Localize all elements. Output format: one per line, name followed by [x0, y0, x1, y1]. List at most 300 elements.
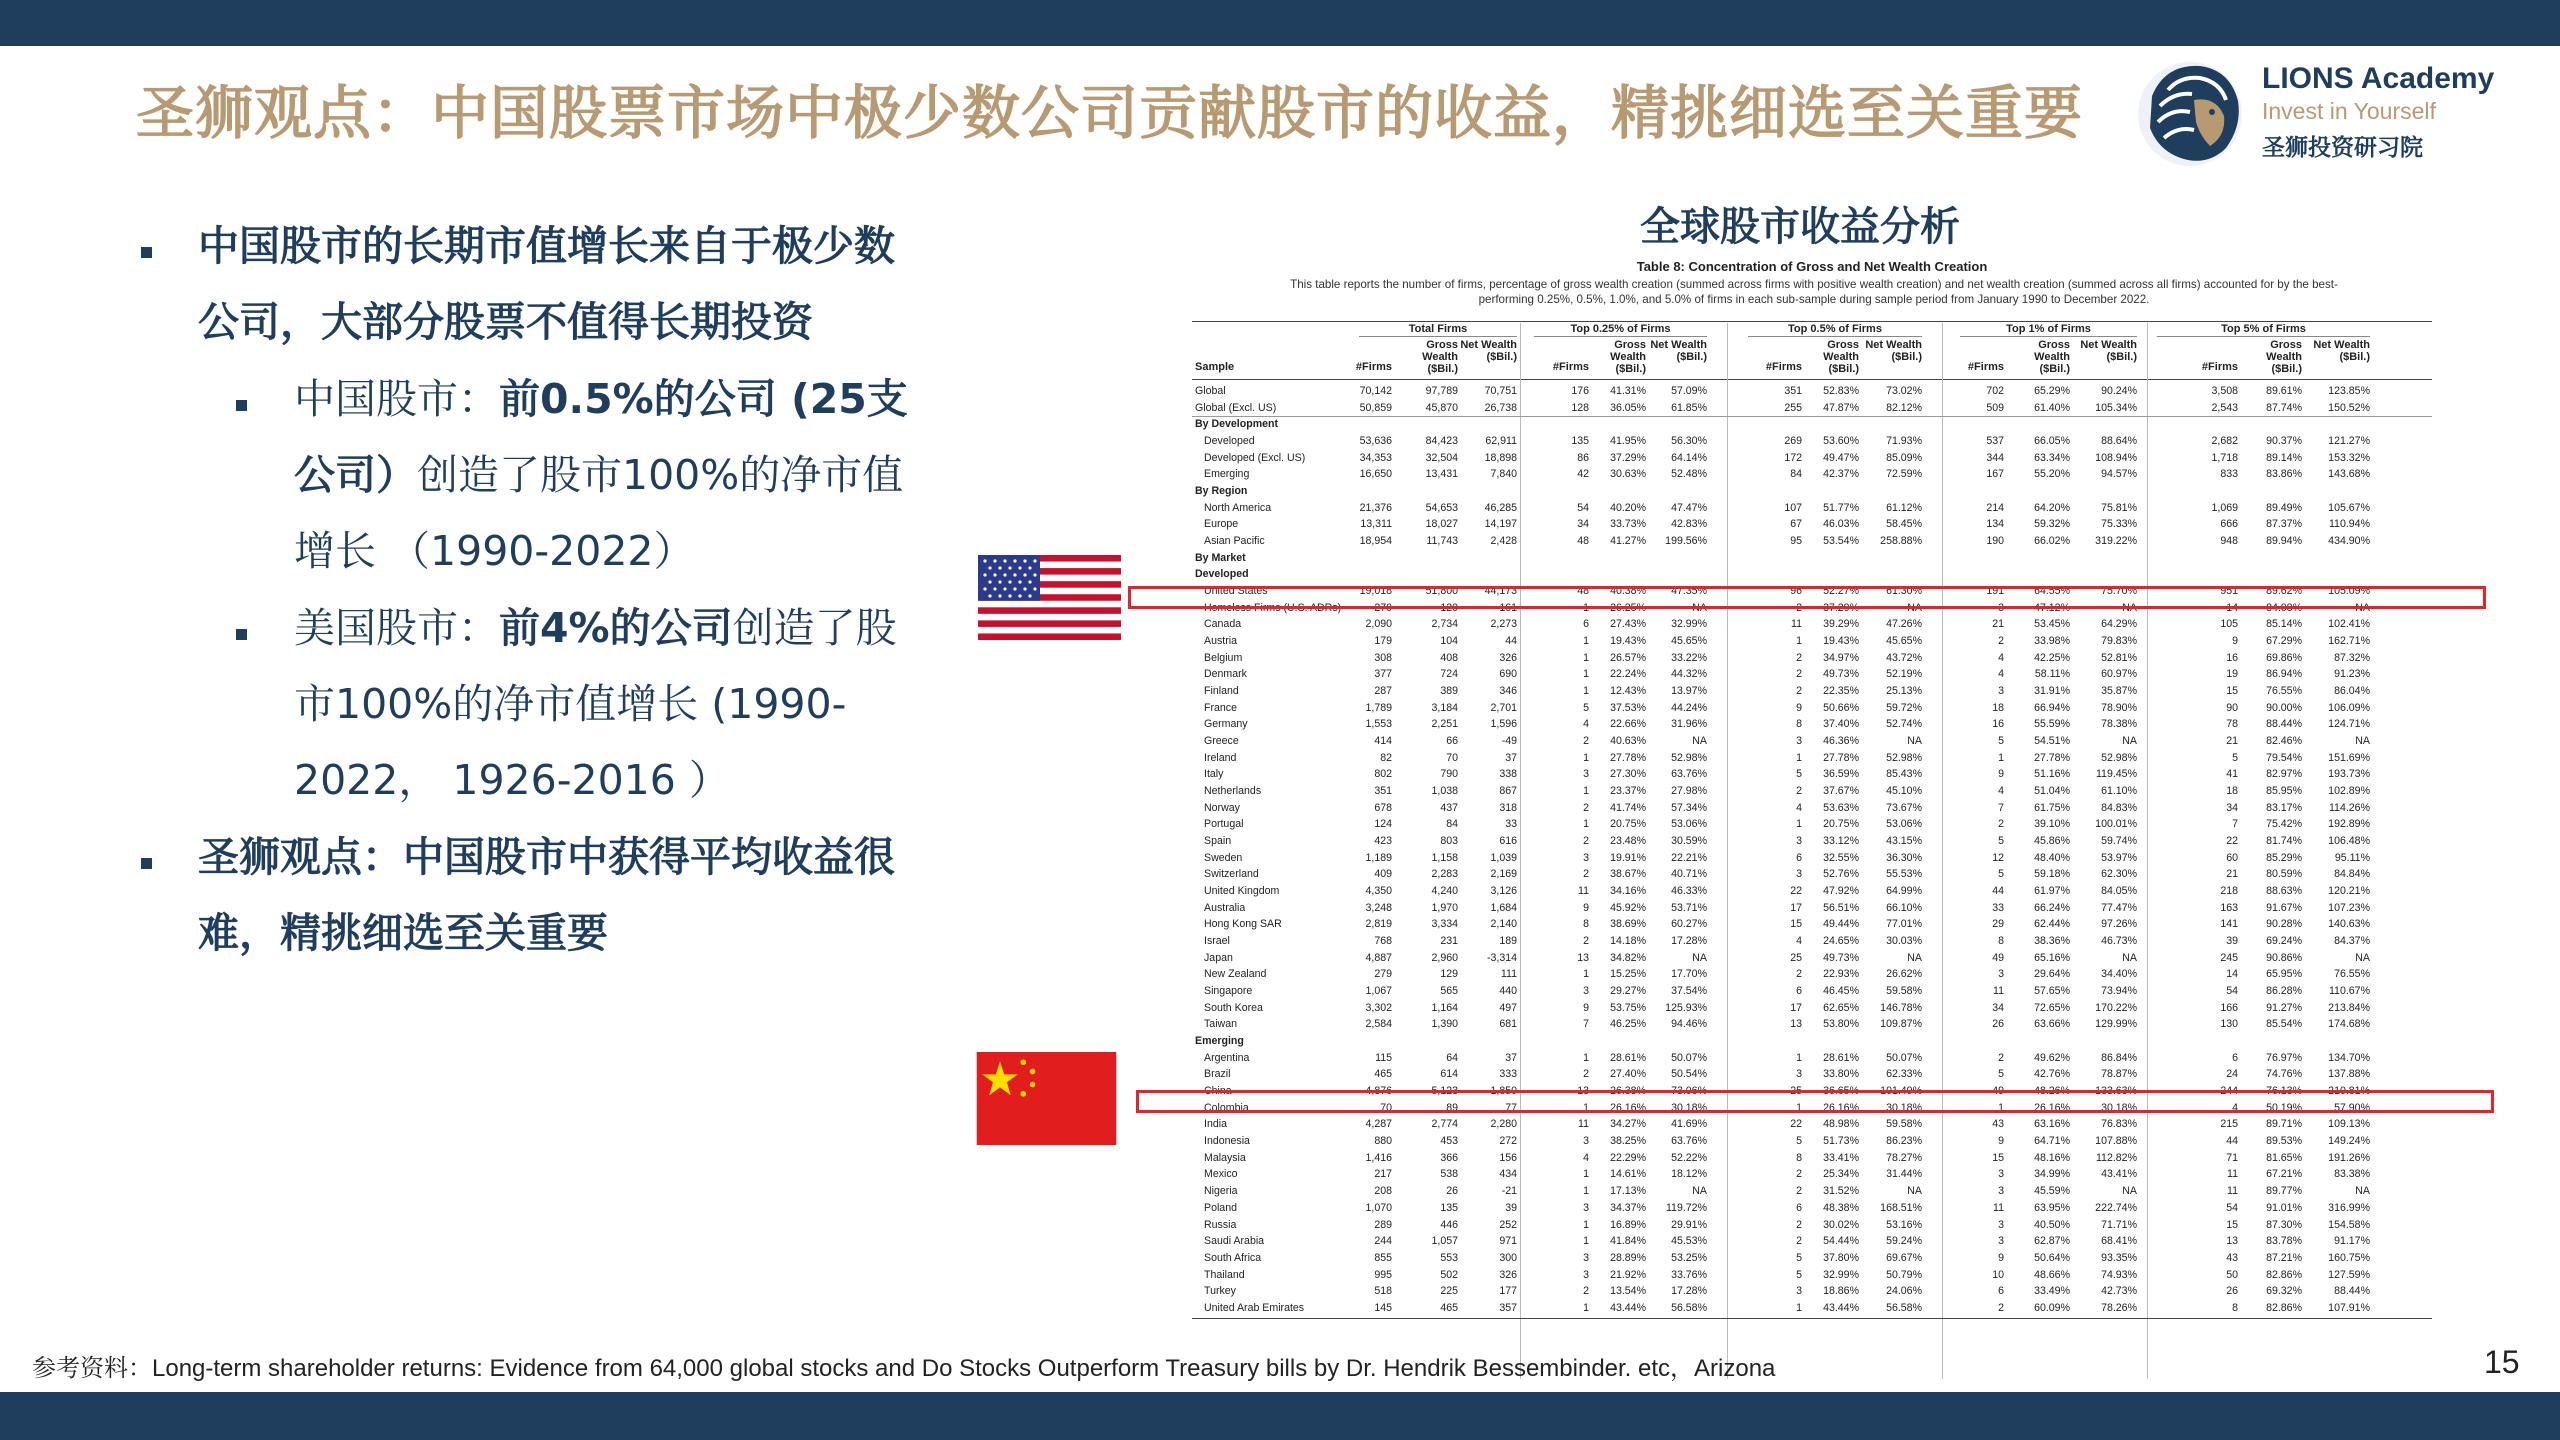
table-cell: 84.08%	[2266, 601, 2302, 614]
table-cell: 537	[1986, 435, 2004, 447]
table-cell: 1	[1583, 1301, 1589, 1314]
table-cell: 140.63%	[2328, 918, 2370, 931]
table-cell: 50,859	[1359, 401, 1392, 414]
table-cell: 160.75%	[2328, 1251, 2370, 1264]
table-cell: 51,800	[1425, 585, 1458, 598]
table-row	[1192, 383, 2432, 400]
table-cell: 60.97%	[2101, 668, 2137, 681]
table-row-label: Sweden	[1204, 851, 1243, 864]
table-cell: 48.26%	[2034, 1085, 2070, 1098]
table-cell: 37.80%	[1823, 1251, 1859, 1264]
table-cell: 244	[1374, 1235, 1392, 1248]
table-row	[1192, 1066, 2432, 1083]
table-cell: 120.21%	[2328, 885, 2370, 898]
table-cell: 85.14%	[2266, 618, 2302, 631]
table-cell: 112.82%	[2095, 1151, 2137, 1164]
table-row	[1192, 1267, 2432, 1284]
table-cell: 87.21%	[2266, 1251, 2302, 1264]
table-cell: 5	[1998, 735, 2004, 748]
table-cell: 616	[1499, 835, 1517, 848]
table-cell: 53.16%	[1886, 1218, 1922, 1231]
table-cell: 53.25%	[1671, 1251, 1707, 1264]
table-cell: 30.02%	[1823, 1218, 1859, 1231]
table-cell: 31.44%	[1886, 1168, 1922, 1181]
table-row-label: Turkey	[1204, 1285, 1236, 1298]
table-cell: 91.01%	[2266, 1201, 2302, 1214]
table-cell: 30.18%	[1671, 1101, 1707, 1114]
table-cell: 78	[2226, 718, 2238, 731]
table-cell: 6	[1796, 1201, 1802, 1214]
table-row-label: Hong Kong SAR	[1204, 918, 1282, 931]
table-col-header-firms: #Firms	[1765, 361, 1802, 373]
table-cell: 54.44%	[1823, 1235, 1859, 1248]
table-cell: 82.46%	[2266, 735, 2302, 748]
table-cell: 86.04%	[2334, 685, 2370, 698]
table-cell: 29.27%	[1610, 985, 1646, 998]
table-cell: 86.94%	[2266, 668, 2302, 681]
table-cell: 43.41%	[2101, 1168, 2137, 1181]
table-cell: 71.93%	[1886, 435, 1922, 447]
table-cell: 553	[1440, 1251, 1458, 1264]
table-cell: 5	[1796, 1268, 1802, 1281]
table-cell: 1	[1583, 818, 1589, 831]
table-row	[1192, 633, 2432, 650]
table-cell: 33.49%	[2034, 1285, 2070, 1298]
table-cell: 802	[1374, 768, 1392, 781]
table-cell: 2	[1796, 785, 1802, 798]
table-cell: 215	[2220, 1118, 2238, 1131]
table-cell: 49.47%	[1823, 451, 1859, 464]
table-cell: 23.48%	[1610, 835, 1646, 848]
table-cell: 192.89%	[2328, 818, 2370, 831]
table-cell: 85.95%	[2266, 785, 2302, 798]
table-cell: 64.71%	[2034, 1135, 2070, 1148]
table-col-header-firms: #Firms	[1552, 361, 1589, 373]
table-cell: 8	[1796, 718, 1802, 731]
table-cell: 4,350	[1365, 885, 1392, 898]
table-cell: 3	[1796, 835, 1802, 848]
table-cell: 76.97%	[2266, 1051, 2302, 1064]
table-cell: 951	[2220, 585, 2238, 598]
table-cell: 2	[1796, 968, 1802, 981]
bullet-square	[236, 400, 247, 411]
table-cell: NA	[2355, 601, 2370, 614]
table-cell: 49	[1992, 951, 2004, 964]
table-cell: 71	[2226, 1151, 2238, 1164]
table-row-label: Netherlands	[1204, 785, 1262, 798]
table-cell: 45.59%	[2034, 1185, 2070, 1198]
table-cell: 4	[1583, 718, 1589, 731]
table-cell: 5	[1583, 701, 1589, 714]
brand-name: LIONS Academy	[2262, 62, 2495, 95]
table-col-header-net: Net Wealth ($Bil.)	[1460, 339, 1517, 363]
table-cell: 79.54%	[2266, 751, 2302, 764]
table-cell: NA	[1692, 601, 1707, 614]
table-row	[1192, 700, 2432, 717]
table-cell: 76.83%	[2101, 1118, 2137, 1131]
table-cell: 1	[1583, 1218, 1589, 1231]
table-cell: 9	[1998, 1135, 2004, 1148]
table-row-label: Homeless Firms (U.S. ADRs)	[1204, 601, 1342, 614]
table-cell: 318	[1499, 801, 1517, 814]
table-row-label: Asian Pacific	[1204, 535, 1265, 548]
table-cell: 52.19%	[1886, 668, 1922, 681]
table-cell: 66.94%	[2034, 701, 2070, 714]
table-cell: 18,027	[1425, 518, 1458, 531]
table-cell: 3	[1583, 768, 1589, 781]
table-cell: 40.63%	[1610, 735, 1646, 748]
table-cell: 19,018	[1359, 585, 1392, 598]
table-cell: 45.53%	[1671, 1235, 1707, 1248]
table-row-label: Japan	[1204, 951, 1233, 964]
table-cell: 409	[1374, 868, 1392, 881]
table-cell: 11	[2227, 1185, 2238, 1198]
table-cell: 110.67%	[2328, 985, 2370, 998]
table-cell: 156	[1499, 1151, 1517, 1164]
table-cell: 62.65%	[1823, 1001, 1859, 1014]
table-cell: 52.48%	[1671, 468, 1707, 481]
table-cell: 43.15%	[1886, 835, 1922, 848]
table-cell: 3	[1998, 1168, 2004, 1181]
table-cell: 34.82%	[1610, 951, 1646, 964]
table-row	[1192, 750, 2432, 767]
table-cell: 76.13%	[2266, 1085, 2302, 1098]
table-cell: 434	[1499, 1168, 1517, 1181]
table-cell: 1,070	[1365, 1201, 1392, 1214]
table-cell: 190	[1986, 535, 2004, 548]
table-cell: NA	[2122, 601, 2137, 614]
table-row	[1192, 433, 2432, 450]
table-cell: 64.55%	[2034, 585, 2070, 598]
table-cell: 34.40%	[2101, 968, 2137, 981]
table-cell: 47.47%	[1671, 501, 1707, 514]
table-cell: 4	[1583, 1151, 1589, 1164]
table-row	[1192, 416, 2432, 433]
table-cell: 89.71%	[2266, 1118, 2302, 1131]
table-row-label: Norway	[1204, 801, 1240, 814]
table-cell: 51.73%	[1823, 1135, 1859, 1148]
table-cell: 18.12%	[1671, 1168, 1707, 1181]
table-col-header-net: Net Wealth ($Bil.)	[2080, 339, 2137, 363]
slide-title: 圣狮观点：中国股票市场中极少数公司贡献股市的收益，精挑细选至关重要	[136, 79, 2084, 147]
table-cell: 43	[2226, 1251, 2238, 1264]
table-row-label: Europe	[1204, 518, 1239, 531]
table-cell: 3	[1583, 1201, 1589, 1214]
bullet-us-line-3: 2022， 1926-2016 ）	[294, 756, 730, 804]
table-cell: 167	[1986, 468, 2004, 481]
table-row-label: Taiwan	[1204, 1018, 1237, 1031]
table-cell: 44	[2226, 1135, 2238, 1148]
table-cell: 87.32%	[2334, 651, 2370, 664]
table-cell: 82.97%	[2266, 768, 2302, 781]
table-cell: 53.06%	[1671, 818, 1707, 831]
table-row-label: Canada	[1204, 618, 1242, 631]
table-cell: 63.66%	[2034, 1018, 2070, 1031]
table-cell: 94.57%	[2101, 468, 2137, 481]
table-cell: 218	[2220, 885, 2238, 898]
table-cell: 2	[1583, 801, 1589, 814]
table-cell: 2	[1583, 935, 1589, 948]
table-row-label: Thailand	[1204, 1268, 1245, 1281]
table-cell: 168.51%	[1880, 1201, 1922, 1214]
table-cell: 179	[1374, 635, 1392, 648]
table-cell: 15	[1790, 918, 1802, 931]
table-cell: 2,283	[1431, 868, 1458, 881]
table-cell: 13	[1790, 1018, 1802, 1031]
table-cell: 66.05%	[2034, 435, 2070, 447]
table-cell: 40.20%	[1610, 501, 1646, 514]
table-cell: 1	[1796, 635, 1802, 648]
table-cell: 42.25%	[2034, 651, 2070, 664]
table-cell: 69.32%	[2266, 1285, 2302, 1298]
table-row-label: Malaysia	[1204, 1151, 1246, 1164]
table-group-header: Top 0.5% of Firms	[1788, 323, 1882, 335]
table-cell: 28.61%	[1610, 1051, 1646, 1064]
table-cell: 42.37%	[1823, 468, 1859, 481]
table-cell: 8	[2232, 1301, 2238, 1314]
table-cell: 54,653	[1425, 501, 1458, 514]
us-row-highlight	[1128, 586, 2486, 609]
table-cell: 4	[1796, 801, 1802, 814]
table-row	[1192, 1050, 2432, 1067]
table-cell: 26.16%	[1823, 1101, 1859, 1114]
table-cell: 88.44%	[2266, 718, 2302, 731]
bullet-china-line-2: 公司）创造了股市100%的净市值	[294, 451, 904, 499]
table-cell: 351	[1784, 385, 1802, 397]
table-cell: 63.34%	[2034, 451, 2070, 464]
table-cell: 1	[1796, 1301, 1802, 1314]
table-cell: 38.69%	[1610, 918, 1646, 931]
table-cell: 32.99%	[1823, 1268, 1859, 1281]
table-cell: 245	[2220, 951, 2238, 964]
source-note: 参考资料：Long-term shareholder returns: Evidence from 64,000 global stocks and Do Stocks Outperform Treasury bills by Dr. Hendrik Bessembinder. etc，Arizona	[32, 1355, 1776, 1382]
table-cell: 84	[1446, 818, 1458, 831]
bullet-us-line-2: 市100%的净市值增长 (1990-	[294, 680, 847, 728]
table-cell: 9	[1583, 1001, 1589, 1014]
table-cell: 53.60%	[1823, 435, 1859, 447]
table-col-header-firms: #Firms	[2201, 361, 2238, 373]
table-cell: 89	[1446, 1101, 1458, 1114]
top-bar	[0, 0, 2560, 46]
table-cell: 3	[1583, 1135, 1589, 1148]
table-cell: 154.58%	[2328, 1218, 2370, 1231]
table-cell: 22.29%	[1610, 1151, 1646, 1164]
table-cell: 19	[2226, 668, 2238, 681]
table-cell: 338	[1499, 768, 1517, 781]
table-cell: 57.34%	[1671, 801, 1707, 814]
table-cell: 40.38%	[1610, 585, 1646, 598]
table-cell: 56.58%	[1886, 1301, 1922, 1314]
table-cell: 12.43%	[1610, 685, 1646, 698]
table-row-label: India	[1204, 1118, 1227, 1131]
table-cell: 1,390	[1431, 1018, 1458, 1031]
table-cell: 30.63%	[1610, 468, 1646, 481]
table-cell: 4	[1796, 935, 1802, 948]
table-cell: 66	[1446, 735, 1458, 748]
table-cell: 326	[1499, 651, 1517, 664]
table-cell: 75.81%	[2101, 501, 2137, 514]
table-cell: 1,553	[1365, 718, 1392, 731]
table-cell: 78.87%	[2101, 1068, 2137, 1081]
table-cell: 14,197	[1484, 518, 1517, 531]
table-cell: 41.31%	[1610, 385, 1646, 397]
table-cell: 191.26%	[2328, 1151, 2370, 1164]
table-row-label: Denmark	[1204, 668, 1247, 681]
table-row	[1192, 666, 2432, 683]
table-cell: 34.97%	[1823, 651, 1859, 664]
table-cell: 26.25%	[1610, 601, 1646, 614]
table-row	[1192, 900, 2432, 917]
table-row	[1192, 883, 2432, 900]
table-cell: 31.52%	[1823, 1185, 1859, 1198]
table-cell: 79.83%	[2101, 635, 2137, 648]
table-row-label: Switzerland	[1204, 868, 1259, 881]
table-cell: 124.71%	[2328, 718, 2370, 731]
table-cell: 5,123	[1431, 1085, 1458, 1098]
china-flag-icon	[976, 1052, 1117, 1145]
table-cell: 53.54%	[1823, 535, 1859, 548]
table-cell: 110.94%	[2328, 518, 2370, 531]
table-cell: 81.65%	[2266, 1151, 2302, 1164]
table-cell: 27.78%	[1823, 751, 1859, 764]
table-row-label: Developed (Excl. US)	[1204, 451, 1306, 464]
table-cell: 9	[1796, 701, 1802, 714]
table-cell: 29	[1992, 918, 2004, 931]
table-cell: 437	[1440, 801, 1458, 814]
table-row-label: Austria	[1204, 635, 1237, 648]
table-cell: 21	[1992, 618, 2004, 631]
table-row-label: New Zealand	[1204, 968, 1267, 981]
table-cell: 55.20%	[2034, 468, 2070, 481]
table-cell: 59.72%	[1886, 701, 1922, 714]
table-cell: 13,431	[1425, 468, 1458, 481]
table-row	[1192, 950, 2432, 967]
table-cell: 72.59%	[1886, 468, 1922, 481]
table-cell: 502	[1440, 1268, 1458, 1281]
table-cell: 4	[1998, 668, 2004, 681]
table-cell: 14.61%	[1610, 1168, 1646, 1181]
table-cell: 24.65%	[1823, 935, 1859, 948]
table-row	[1192, 716, 2432, 733]
table-cell: NA	[1907, 601, 1922, 614]
table-cell: 34.99%	[2034, 1168, 2070, 1181]
table-cell: 4,240	[1431, 885, 1458, 898]
table-cell: 17.13%	[1610, 1185, 1646, 1198]
table-cell: 1	[1583, 751, 1589, 764]
table-cell: 26	[1992, 1018, 2004, 1031]
table-cell: 49	[1992, 1085, 2004, 1098]
china-row-highlight	[1136, 1090, 2494, 1113]
table-row-label: Nigeria	[1204, 1185, 1238, 1198]
table-col-header-net: Net Wealth ($Bil.)	[1650, 339, 1707, 363]
table-cell: 86.84%	[2101, 1051, 2137, 1064]
table-cell: 32.55%	[1823, 851, 1859, 864]
table-cell: 28.89%	[1610, 1251, 1646, 1264]
table-cell: 2	[1583, 835, 1589, 848]
table-cell: 316.99%	[2328, 1201, 2370, 1214]
table-cell: 143.68%	[2328, 468, 2370, 481]
table-cell: 244	[2220, 1085, 2238, 1098]
table-cell: 22.35%	[1823, 685, 1859, 698]
table-cell: 366	[1440, 1151, 1458, 1164]
table-cell: 105.34%	[2095, 401, 2137, 414]
table-row-label: Finland	[1204, 685, 1239, 698]
table-row	[1192, 516, 2432, 533]
table-cell: 5	[2232, 751, 2238, 764]
table-cell: 8	[1583, 918, 1589, 931]
table-cell: 1	[1998, 751, 2004, 764]
bullet-us-line-1: 美国股市：前4%的公司创造了股	[294, 604, 897, 652]
table-cell: 46.25%	[1610, 1018, 1646, 1031]
table-cell: 70,751	[1484, 385, 1517, 397]
table-cell: 47.12%	[2034, 601, 2070, 614]
table-row	[1192, 833, 2432, 850]
table-cell: 1	[1796, 1051, 1802, 1064]
table-cell: 2,169	[1490, 868, 1517, 881]
table-cell: 108.94%	[2095, 451, 2137, 464]
table-cell: 89.77%	[2266, 1185, 2302, 1198]
table-cell: 1,416	[1365, 1151, 1392, 1164]
table-cell: NA	[2122, 951, 2137, 964]
table-cell: 76.55%	[2266, 685, 2302, 698]
table-cell: 23.37%	[1610, 785, 1646, 798]
table-cell: 41.95%	[1610, 435, 1646, 447]
table-row	[1192, 966, 2432, 983]
table-cell: 65.95%	[2266, 968, 2302, 981]
table-col-header-firms: #Firms	[1967, 361, 2004, 373]
table-cell: 377	[1374, 668, 1392, 681]
table-cell: 55.53%	[1886, 868, 1922, 881]
table-cell: 14.18%	[1610, 935, 1646, 948]
table-cell: 5	[1998, 1068, 2004, 1081]
table-cell: 13,311	[1360, 518, 1392, 531]
table-cell: 30.18%	[2101, 1101, 2137, 1114]
table-cell: 91.23%	[2334, 668, 2370, 681]
table-sample-header: Sample	[1195, 361, 1235, 373]
table-cell: 61.85%	[1671, 401, 1707, 414]
table-cell: 11	[1578, 1118, 1589, 1131]
table-cell: 60	[2226, 851, 2238, 864]
table-cell: 333	[1499, 1068, 1517, 1081]
table-cell: 106.48%	[2328, 835, 2370, 848]
bullet-china-line-1: 中国股市：前0.5%的公司 (25支	[294, 375, 908, 423]
table-cell: 82.86%	[2266, 1268, 2302, 1281]
table-description-line-1: This table reports the number of firms, percentage of gross wealth creation (summed across firms with positive wealth creation) and net wealth creation (summed across all firms) accounted for by the best-	[1290, 278, 2338, 291]
table-cell: 128	[1571, 401, 1589, 414]
table-cell: -161	[1495, 601, 1517, 614]
table-row-label: Greece	[1204, 735, 1239, 748]
table-cell: 38.36%	[2034, 935, 2070, 948]
table-group-rule	[1748, 336, 1922, 337]
table-cell: 21	[2226, 735, 2238, 748]
table-row-label: Ireland	[1204, 751, 1237, 764]
table-cell: 2,682	[2211, 435, 2238, 447]
table-cell: 3,184	[1431, 701, 1458, 714]
table-cell: 27.98%	[1671, 785, 1707, 798]
table-cell: 37.29%	[1610, 451, 1646, 464]
table-cell: 135	[1440, 1201, 1458, 1214]
table-cell: 56.51%	[1823, 901, 1859, 914]
table-cell: 189	[1499, 935, 1517, 948]
table-cell: 62.44%	[2034, 918, 2070, 931]
table-cell: 34.16%	[1610, 885, 1646, 898]
table-cell: 465	[1440, 1301, 1458, 1314]
table-cell: 66.10%	[1886, 901, 1922, 914]
table-row-label: Israel	[1204, 935, 1230, 948]
table-cell: 2,960	[1431, 951, 1458, 964]
table-cell: 76.55%	[2334, 968, 2370, 981]
table-cell: 3,126	[1490, 885, 1517, 898]
